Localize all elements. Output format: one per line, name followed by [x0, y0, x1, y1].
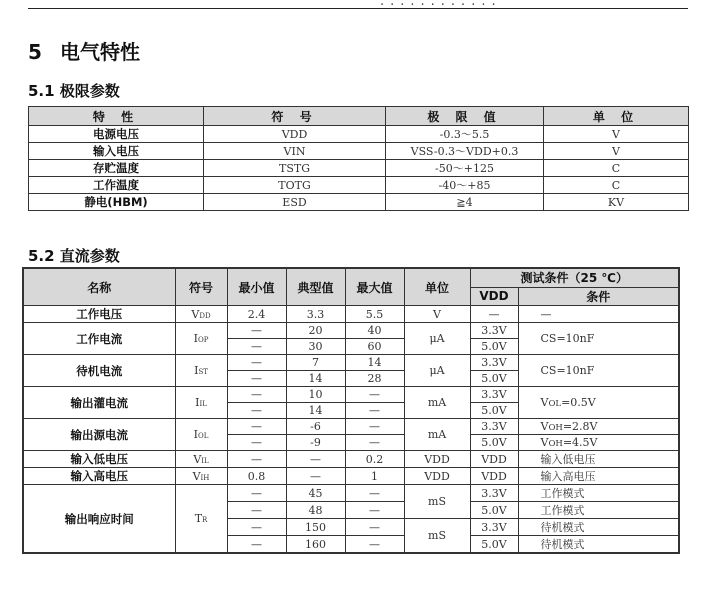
max-value: —: [345, 485, 404, 502]
cond-symbol: V: [540, 420, 549, 433]
symbol-sub: IL: [201, 456, 209, 465]
col-header-symbol: 符号: [175, 268, 227, 306]
param-name: 输入低电压: [23, 451, 175, 468]
dc-table: [22, 267, 680, 554]
symbol-sub: IL: [199, 400, 207, 408]
condition-value: 待机模式: [518, 536, 679, 554]
max-value: 14: [345, 355, 404, 371]
cond-symbol: V: [540, 396, 549, 409]
unit-value: VDD: [404, 451, 470, 468]
unit-value: mA: [404, 387, 470, 419]
cond-symbol: V: [540, 436, 549, 449]
vdd-value: 3.3V: [470, 419, 518, 435]
unit-value: mA: [404, 419, 470, 451]
limits-heading: 5.1 极限参数: [28, 82, 120, 100]
col-header-test-conditions: 测试条件（25 ℃）: [470, 268, 679, 287]
min-value: —: [227, 371, 286, 387]
typ-value: 30: [286, 339, 345, 355]
symbol-main: I: [193, 332, 198, 345]
col-header-symbol: 符 号: [204, 107, 386, 126]
param-symbol: [175, 355, 227, 387]
symbol-sub: OP: [197, 336, 209, 344]
max-value: —: [345, 502, 404, 519]
max-value: —: [345, 403, 404, 419]
min-value: —: [227, 387, 286, 403]
param-symbol: [175, 306, 227, 323]
min-value: —: [227, 435, 286, 451]
limit-unit: V: [544, 126, 689, 143]
col-header-min: 最小值: [227, 268, 286, 306]
col-header-unit: 单 位: [544, 107, 689, 126]
dc-heading: 5.2 直流参数: [28, 247, 120, 265]
condition-value: 工作模式: [518, 502, 679, 519]
vdd-value: VDD: [470, 468, 518, 485]
limit-name: 静电(HBM): [29, 194, 204, 211]
max-value: —: [345, 419, 404, 435]
table-row: [23, 306, 679, 323]
condition-value: [518, 387, 679, 419]
condition-value: CS=10nF: [518, 355, 679, 387]
typ-value: 150: [286, 519, 345, 536]
symbol-main: I: [193, 428, 198, 441]
table-row: [23, 451, 679, 468]
typ-value: 14: [286, 403, 345, 419]
min-value: —: [227, 323, 286, 339]
table-row: [29, 126, 689, 143]
unit-value: mS: [404, 519, 470, 554]
param-name: 待机电流: [23, 355, 175, 387]
section-number: 5: [28, 40, 42, 64]
table-row: [23, 485, 679, 502]
min-value: —: [227, 536, 286, 554]
param-name: 工作电压: [23, 306, 175, 323]
vdd-value: 3.3V: [470, 387, 518, 403]
symbol-main: V: [192, 469, 201, 483]
limit-unit: C: [544, 177, 689, 194]
max-value: —: [345, 536, 404, 554]
min-value: —: [227, 419, 286, 435]
max-value: 40: [345, 323, 404, 339]
limit-value: VSS-0.3～VDD+0.3: [386, 143, 544, 160]
vdd-value: 3.3V: [470, 355, 518, 371]
limit-name: 工作温度: [29, 177, 204, 194]
typ-value: 20: [286, 323, 345, 339]
condition-value: 待机模式: [518, 519, 679, 536]
min-value: 2.4: [227, 306, 286, 323]
unit-value: VDD: [404, 468, 470, 485]
symbol-main: I: [195, 396, 200, 409]
section-title-text: 电气特性: [60, 40, 140, 64]
symbol-sub: R: [202, 516, 208, 524]
cond-value: =0.5V: [561, 396, 596, 409]
min-value: —: [227, 485, 286, 502]
param-symbol: [175, 323, 227, 355]
symbol-sub: ST: [198, 368, 208, 376]
unit-value: V: [404, 306, 470, 323]
col-header-unit: 单位: [404, 268, 470, 306]
symbol-main: V: [191, 307, 200, 321]
table-row: [23, 419, 679, 435]
vdd-value: 5.0V: [470, 403, 518, 419]
limits-header-row: [29, 107, 689, 126]
min-value: —: [227, 519, 286, 536]
limit-name: 电源电压: [29, 126, 204, 143]
unit-value: μA: [404, 323, 470, 355]
dc-header-row: [23, 268, 679, 287]
condition-value: 输入高电压: [518, 468, 679, 485]
min-value: —: [227, 355, 286, 371]
param-name: 输出响应时间: [23, 485, 175, 554]
vdd-value: 3.3V: [470, 485, 518, 502]
table-row: [23, 355, 679, 371]
typ-value: 14: [286, 371, 345, 387]
param-symbol: [175, 387, 227, 419]
limit-symbol: VDD: [204, 126, 386, 143]
limit-value: -40～+85: [386, 177, 544, 194]
limit-unit: V: [544, 143, 689, 160]
table-row: [29, 177, 689, 194]
condition-value: [518, 419, 679, 435]
table-row: [23, 387, 679, 403]
param-name: 输出源电流: [23, 419, 175, 451]
col-header-name: 名称: [23, 268, 175, 306]
typ-value: 3.3: [286, 306, 345, 323]
condition-value: 输入低电压: [518, 451, 679, 468]
limit-name: 输入电压: [29, 143, 204, 160]
vdd-value: 3.3V: [470, 323, 518, 339]
typ-value: 7: [286, 355, 345, 371]
param-name: 工作电流: [23, 323, 175, 355]
vdd-value: 5.0V: [470, 339, 518, 355]
vdd-value: 5.0V: [470, 536, 518, 554]
symbol-main: I: [194, 364, 199, 377]
condition-value: CS=10nF: [518, 323, 679, 355]
cond-symbol-sub: OH: [548, 423, 563, 433]
max-value: 0.2: [345, 451, 404, 468]
unit-value: μA: [404, 355, 470, 387]
table-row: [23, 323, 679, 339]
col-header-limit: 极 限 值: [386, 107, 544, 126]
cond-symbol-sub: OH: [548, 439, 563, 449]
col-header-typ: 典型值: [286, 268, 345, 306]
typ-value: —: [286, 468, 345, 485]
table-row: [29, 143, 689, 160]
max-value: 28: [345, 371, 404, 387]
vdd-value: 5.0V: [470, 502, 518, 519]
limit-symbol: TSTG: [204, 160, 386, 177]
typ-value: -9: [286, 435, 345, 451]
typ-value: —: [286, 451, 345, 468]
typ-value: 10: [286, 387, 345, 403]
section-title: [28, 36, 140, 65]
table-row: [29, 194, 689, 211]
limit-value: -50～+125: [386, 160, 544, 177]
vdd-value: VDD: [470, 451, 518, 468]
param-symbol: [175, 451, 227, 468]
symbol-sub: IH: [200, 473, 210, 482]
cond-value: =2.8V: [562, 420, 598, 433]
min-value: 0.8: [227, 468, 286, 485]
limit-name: 存贮温度: [29, 160, 204, 177]
vdd-value: —: [470, 306, 518, 323]
param-symbol: [175, 468, 227, 485]
limit-symbol: VIN: [204, 143, 386, 160]
max-value: —: [345, 435, 404, 451]
min-value: —: [227, 339, 286, 355]
symbol-sub: DD: [199, 311, 211, 320]
typ-value: -6: [286, 419, 345, 435]
typ-value: 160: [286, 536, 345, 554]
symbol-sub: OL: [197, 432, 209, 440]
typ-value: 45: [286, 485, 345, 502]
condition-value: [518, 435, 679, 451]
max-value: —: [345, 387, 404, 403]
unit-value: mS: [404, 485, 470, 519]
cond-value: =4.5V: [562, 436, 598, 449]
condition-value: —: [518, 306, 679, 323]
max-value: 5.5: [345, 306, 404, 323]
symbol-main: V: [193, 452, 202, 466]
param-symbol: [175, 419, 227, 451]
cond-symbol-sub: OL: [548, 399, 562, 409]
min-value: —: [227, 451, 286, 468]
param-symbol: [175, 485, 227, 554]
vdd-value: 5.0V: [470, 435, 518, 451]
vdd-value: 5.0V: [470, 371, 518, 387]
limit-unit: C: [544, 160, 689, 177]
limit-symbol: TOTG: [204, 177, 386, 194]
condition-value: 工作模式: [518, 485, 679, 502]
max-value: 1: [345, 468, 404, 485]
vdd-value: 3.3V: [470, 519, 518, 536]
max-value: —: [345, 519, 404, 536]
col-header-vdd: VDD: [470, 287, 518, 306]
min-value: —: [227, 502, 286, 519]
col-header-condition: 条件: [518, 287, 679, 306]
symbol-main: T: [194, 512, 203, 525]
limit-symbol: ESD: [204, 194, 386, 211]
param-name: 输入高电压: [23, 468, 175, 485]
limit-value: -0.3～5.5: [386, 126, 544, 143]
table-row: [29, 160, 689, 177]
limit-value: ≧4: [386, 194, 544, 211]
param-name: 输出灌电流: [23, 387, 175, 419]
col-header-max: 最大值: [345, 268, 404, 306]
header-rule: [28, 8, 688, 9]
limits-table: [28, 106, 689, 211]
max-value: 60: [345, 339, 404, 355]
table-row: [23, 468, 679, 485]
col-header-property: 特 性: [29, 107, 204, 126]
min-value: —: [227, 403, 286, 419]
header-fragment: ............: [380, 0, 502, 8]
typ-value: 48: [286, 502, 345, 519]
limit-unit: KV: [544, 194, 689, 211]
